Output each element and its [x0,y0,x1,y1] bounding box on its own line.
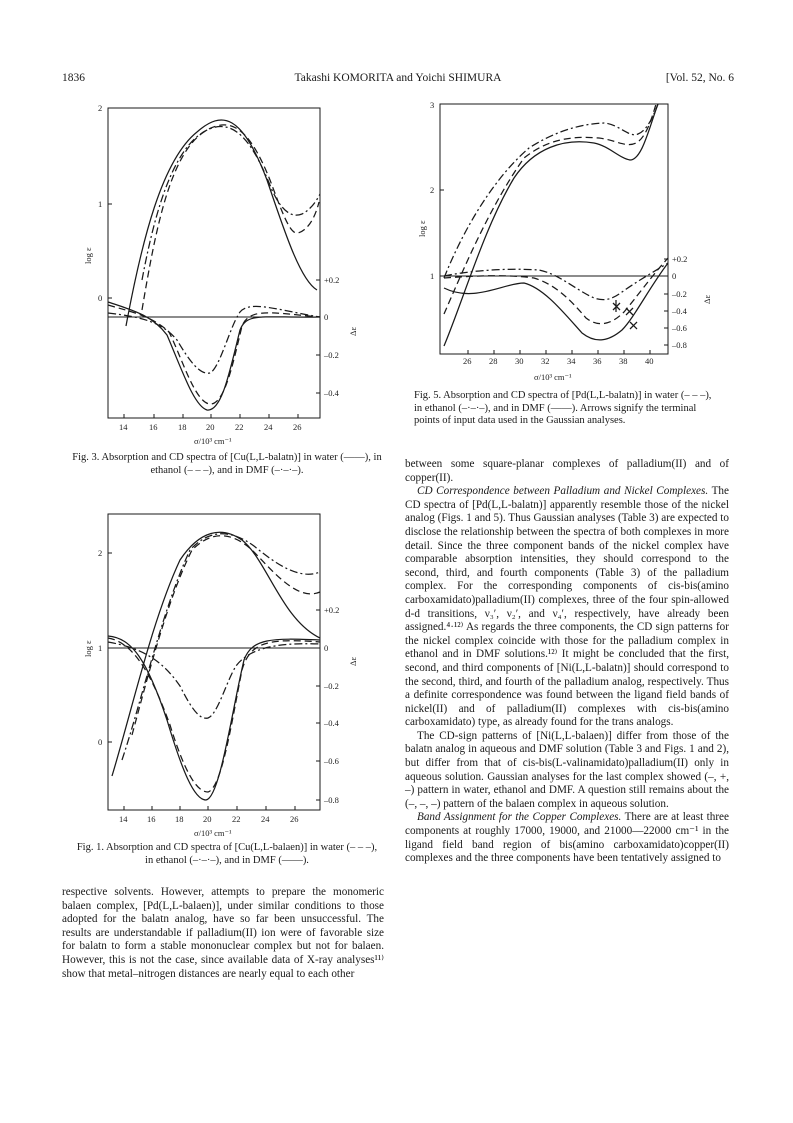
fig1-abs-dmf [112,532,320,776]
fig1-cd-ethanol [108,642,320,718]
fig1-ytick-left-1: 1 [98,643,103,653]
fig3-xtick-22: 22 [235,422,244,432]
fig1-frame [108,514,320,810]
fig5-ylabel-left: log ε [417,220,427,237]
fig1-right-ticks [316,610,320,800]
fig3-ytick-left-2: 2 [98,103,103,113]
running-header [62,72,734,90]
fig5-x-ticks [468,350,650,354]
fig3-abs-water [126,120,317,326]
cd-sign-paragraph: The CD-sign patterns of [Ni(L,L-balaen)] differ from those of the balatn analog in aqueous and DMF solution (Table 3 and Figs. 1 and 2), but differ from that of cis-bis(L-valinamidato)palladium(II) only in aqueous solution. Gaussian analyses for the last complex showed (–, +, –) pattern in water, ethanol and DMF. A question still remains about the (–, –, –) pattern of the balaen complex in aqueous solution. [405,729,729,810]
fig5-xtick-40: 40 [645,356,654,366]
figure-1-chart [72,510,372,840]
fig5-cd-dmf [444,263,668,340]
fig3-ytick-left-0: 0 [98,293,103,303]
journal-volume: [Vol. 52, No. 6 [665,72,734,84]
figure-3-caption: Fig. 3. Absorption and CD spectra of [Cu(L,L-balatn)] in water (——), in ethanol (– – –), and in DMF (–·–·–). [72,452,382,476]
band-assignment-paragraph [405,811,729,865]
fig1-xtick-14: 14 [119,814,128,824]
fig3-xlabel: σ/10³ cm⁻¹ [194,436,232,446]
fig3-abs-ethanol [142,125,319,310]
fig1-xtick-26: 26 [290,814,299,824]
author-line: Takashi KOMORITA and Yoichi SHIMURA [294,72,502,84]
fig1-x-ticks [124,806,295,810]
fig5-xtick-38: 38 [619,356,628,366]
fig1-ytick-right-0: 0 [324,643,329,653]
fig1-left-ticks [108,553,112,742]
fig1-ylabel-left: log ε [83,640,93,657]
fig5-xtick-28: 28 [489,356,498,366]
page-number: 1836 [62,72,85,84]
fig3-xtick-18: 18 [178,422,187,432]
fig5-cd-ethanol [444,263,668,300]
right-column-text [405,458,729,866]
fig3-abs-dmf [142,127,320,280]
fig1-xtick-18: 18 [175,814,184,824]
fig1-xtick-24: 24 [261,814,270,824]
fig1-ytick-right-m06: –0.6 [324,756,339,766]
fig3-ytick-right-0: 0 [324,312,329,322]
fig3-xtick-16: 16 [149,422,158,432]
fig5-right-ticks [664,259,668,345]
fig5-ytick-left-3: 3 [430,100,435,110]
fig3-x-ticks [124,414,298,418]
fig3-left-ticks [108,108,112,298]
figure-5-chart [404,98,724,388]
left-column-text [62,886,384,981]
fig5-xtick-32: 32 [541,356,550,366]
fig5-xtick-30: 30 [515,356,524,366]
cd-correspondence-paragraph [405,485,729,730]
fig5-ylabel-right: Δε [702,294,712,304]
fig1-xtick-16: 16 [147,814,156,824]
fig3-xtick-26: 26 [293,422,302,432]
fig1-ytick-right-m08: –0.8 [324,795,339,805]
cd-correspondence-body: The CD spectra of [Pd(L,L-balatn)] apparently resemble those of the nickel analog (Figs. 1 and 5). Thus Gaussian analyses (Table 3) are expected to disclose the relationship between the spectra of both complexes in more detail. Since the three component bands of the nickel complex have comparable absorption intensities, they should correspond to the second, third, and fourth components (Table 3) of the palladium complex. For the corresponding components of cis-bis(amino carboxamidato)palladium(II) complexes, three of the four spin-allowed d-d transitions, ν₃′, ν₂′, and ν₄′, respectively, have already been assigned.⁴·¹²⁾ As regards the three components, the CD sign patterns for the nickel complex coincide with those for the palladium complex in ethanol and in DMF solutions.¹²⁾ It might be concluded that the first, second, and third components of [Ni(L,L-balatn)] should correspond to the second, third, and fourth of the palladium analog, respectively. Thus a definite correspondence was found between the ligand field bands of nickel(II) and of palladium(II) complexes with cis-bis(amino carboxamidato) type, as already found for the trans analogs. [405,485,729,729]
fig3-ylabel-left: log ε [83,247,93,264]
right-paragraph-continued: between some square-planar complexes of palladium(II) and of copper(II). [405,458,729,484]
fig1-ytick-left-2: 2 [98,548,103,558]
fig5-ytick-right-m04: –0.4 [672,306,687,316]
figure-1-caption: Fig. 1. Absorption and CD spectra of [Cu(L,L-balaen)] in water (– – –), in ethanol (–·–·–), and in DMF (——). [76,842,378,866]
fig5-abs-ethanol [444,104,658,278]
fig3-xtick-14: 14 [119,422,128,432]
band-assignment-body: There are at least three components at roughly 17000, 19000, and 21000—22000 cm⁻¹ in the ligand field band region of bis(amino carboxamidato)copper(II) complexes and the three components have been tentatively assigned to [405,811,729,865]
fig5-left-ticks [440,104,444,276]
fig1-ytick-right-m02: –0.2 [324,681,339,691]
left-paragraph: respective solvents. However, attempts to prepare the monomeric balaen complex, [Pd(L,L-balaen)], under similar conditions to those adopted for the balatn analog, have so far been unsuccessful. The results are understandable if palladium(II) ion were of favorable size for balatn to form a stable mononuclear complex but not for balaen. However, this is not the case, since available data of X-ray analyses¹¹⁾ show that metal–nitrogen distances are nearly equal to each other [62,886,384,980]
fig1-ytick-right-p02: +0.2 [324,605,340,615]
fig1-abs-water [132,536,320,735]
fig3-cd-ethanol [108,305,320,404]
fig3-ytick-right-m04: –0.4 [324,388,339,398]
fig3-xtick-24: 24 [264,422,273,432]
fig5-xtick-36: 36 [593,356,602,366]
fig5-ytick-right-m06: –0.6 [672,323,687,333]
fig5-ytick-right-m02: –0.2 [672,289,687,299]
fig5-xtick-26: 26 [463,356,472,366]
fig5-ytick-left-2: 2 [430,185,435,195]
fig3-ylabel-right: Δε [348,326,358,336]
fig5-xtick-34: 34 [567,356,576,366]
fig5-ytick-left-1: 1 [430,271,435,281]
fig1-xtick-22: 22 [232,814,241,824]
fig3-ytick-right-p02: +0.2 [324,275,340,285]
fig5-ytick-right-0: 0 [672,271,677,281]
fig3-frame [108,108,320,418]
fig5-ytick-right-m08: –0.8 [672,340,687,350]
fig1-ylabel-right: Δε [348,656,358,666]
fig1-abs-ethanol [122,534,320,760]
fig5-xlabel: σ/10³ cm⁻¹ [534,372,572,382]
fig1-ytick-right-m04: –0.4 [324,718,339,728]
fig3-ytick-right-m02: –0.2 [324,350,339,360]
fig5-ytick-right-p02: +0.2 [672,254,688,264]
fig1-ytick-left-0: 0 [98,737,103,747]
figure-5-caption: Fig. 5. Absorption and CD spectra of [Pd(L,L-balatn)] in water (– – –), in ethanol (–·–·–), and in DMF (——). Arrows signify the terminal points of input data used in the Gaussian analyses. [414,390,712,426]
fig3-right-ticks [316,280,320,393]
fig1-xtick-20: 20 [203,814,212,824]
fig1-cd-water [108,638,320,792]
figure-3-chart [72,100,372,450]
fig3-ytick-left-1: 1 [98,199,103,209]
fig5-abs-water [444,104,656,314]
cd-correspondence-heading: CD Correspondence between Palladium and Nickel Complexes. [417,485,709,498]
band-assignment-heading: Band Assignment for the Copper Complexes. [417,811,622,824]
fig3-xtick-20: 20 [206,422,215,432]
fig1-xlabel: σ/10³ cm⁻¹ [194,828,232,838]
